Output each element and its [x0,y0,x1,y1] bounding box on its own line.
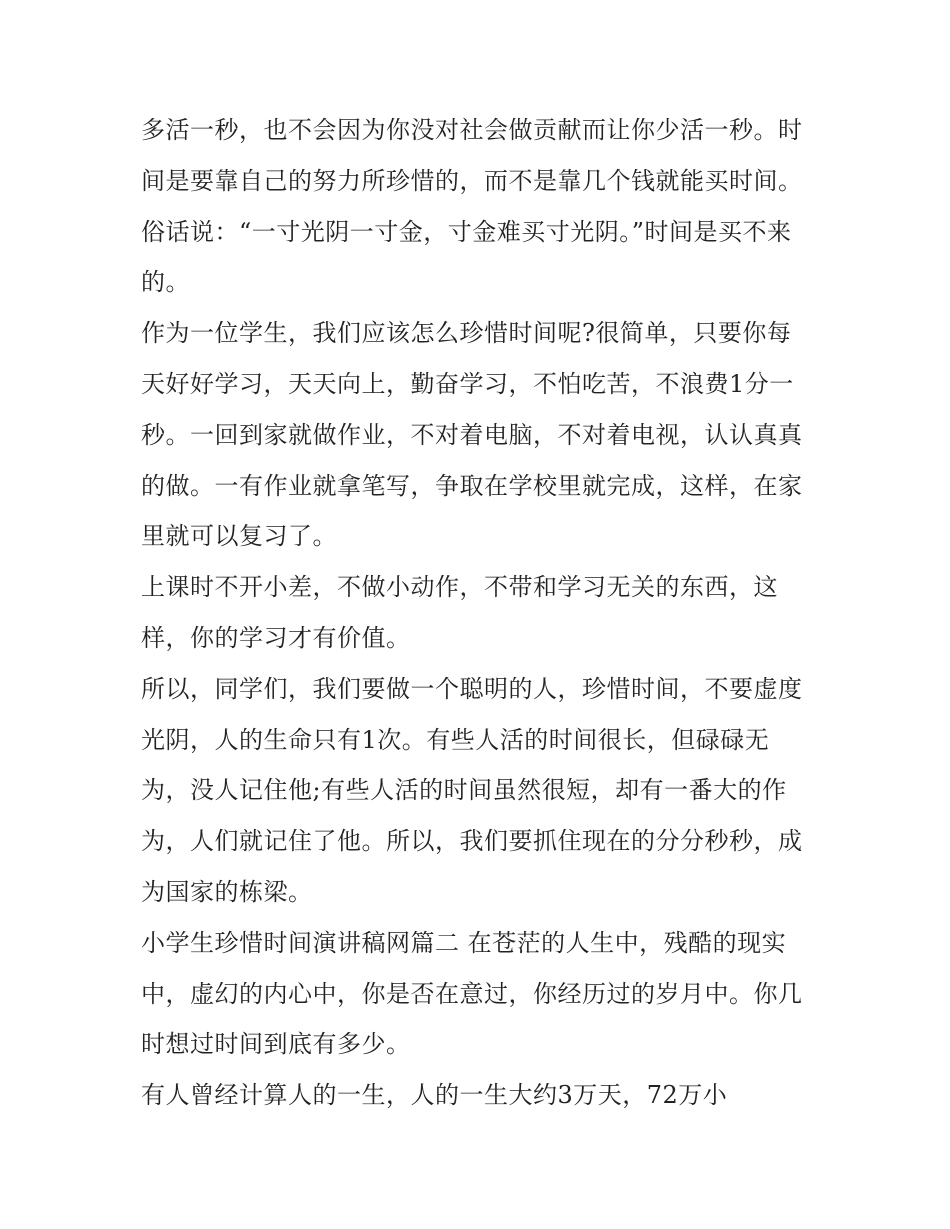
text-line: 上课时不开小差，不做小动作，不带和学习无关的东西，这 [141,573,778,602]
text-line: 为，人们就记住了他。所以，我们要抓住现在的分分秒秒，成 [141,827,803,856]
text-line: 小学生珍惜时间演讲稿网篇二 在苍茫的人生中，残酷的现实 [141,928,787,957]
text-line: 时想过时间到底有多少。 [141,1030,411,1059]
text-line: 俗话说：“一寸光阴一寸金，寸金难买寸光阴。”时间是买不来 [141,217,792,246]
document-body [141,110,821,1126]
text-line: 的做。一有作业就拿笔写，争取在学校里就完成，这样，在家 [141,471,803,500]
text-line: 间是要靠自己的努力所珍惜的，而不是靠几个钱就能买时间。 [141,166,803,195]
text-line: 所以，同学们，我们要做一个聪明的人，珍惜时间，不要虚度 [141,674,803,703]
text-line: 样，你的学习才有价值。 [141,623,411,652]
text-line: 秒。一回到家就做作业，不对着电脑，不对着电视，认认真真 [141,420,803,449]
text-line: 的。 [141,268,190,297]
text-line: 为国家的栋梁。 [141,877,313,906]
text-line: 天好好学习，天天向上，勤奋学习，不怕吃苦，不浪费1分一 [141,369,794,398]
text-line: 中，虚幻的内心中，你是否在意过，你经历过的岁月中。你几 [141,979,803,1008]
text-line: 有人曾经计算人的一生，人的一生大约3万天，72万小 [141,1081,728,1110]
text-line: 作为一位学生，我们应该怎么珍惜时间呢?很简单，只要你每 [141,319,792,348]
text-line: 光阴，人的生命只有1次。有些人活的时间很长，但碌碌无 [141,725,770,754]
text-line: 为，没人记住他;有些人活的时间虽然很短，却有一番大的作 [141,776,787,805]
text-line: 里就可以复习了。 [141,522,337,551]
text-line: 多活一秒，也不会因为你没对社会做贡献而让你少活一秒。时 [141,116,803,144]
